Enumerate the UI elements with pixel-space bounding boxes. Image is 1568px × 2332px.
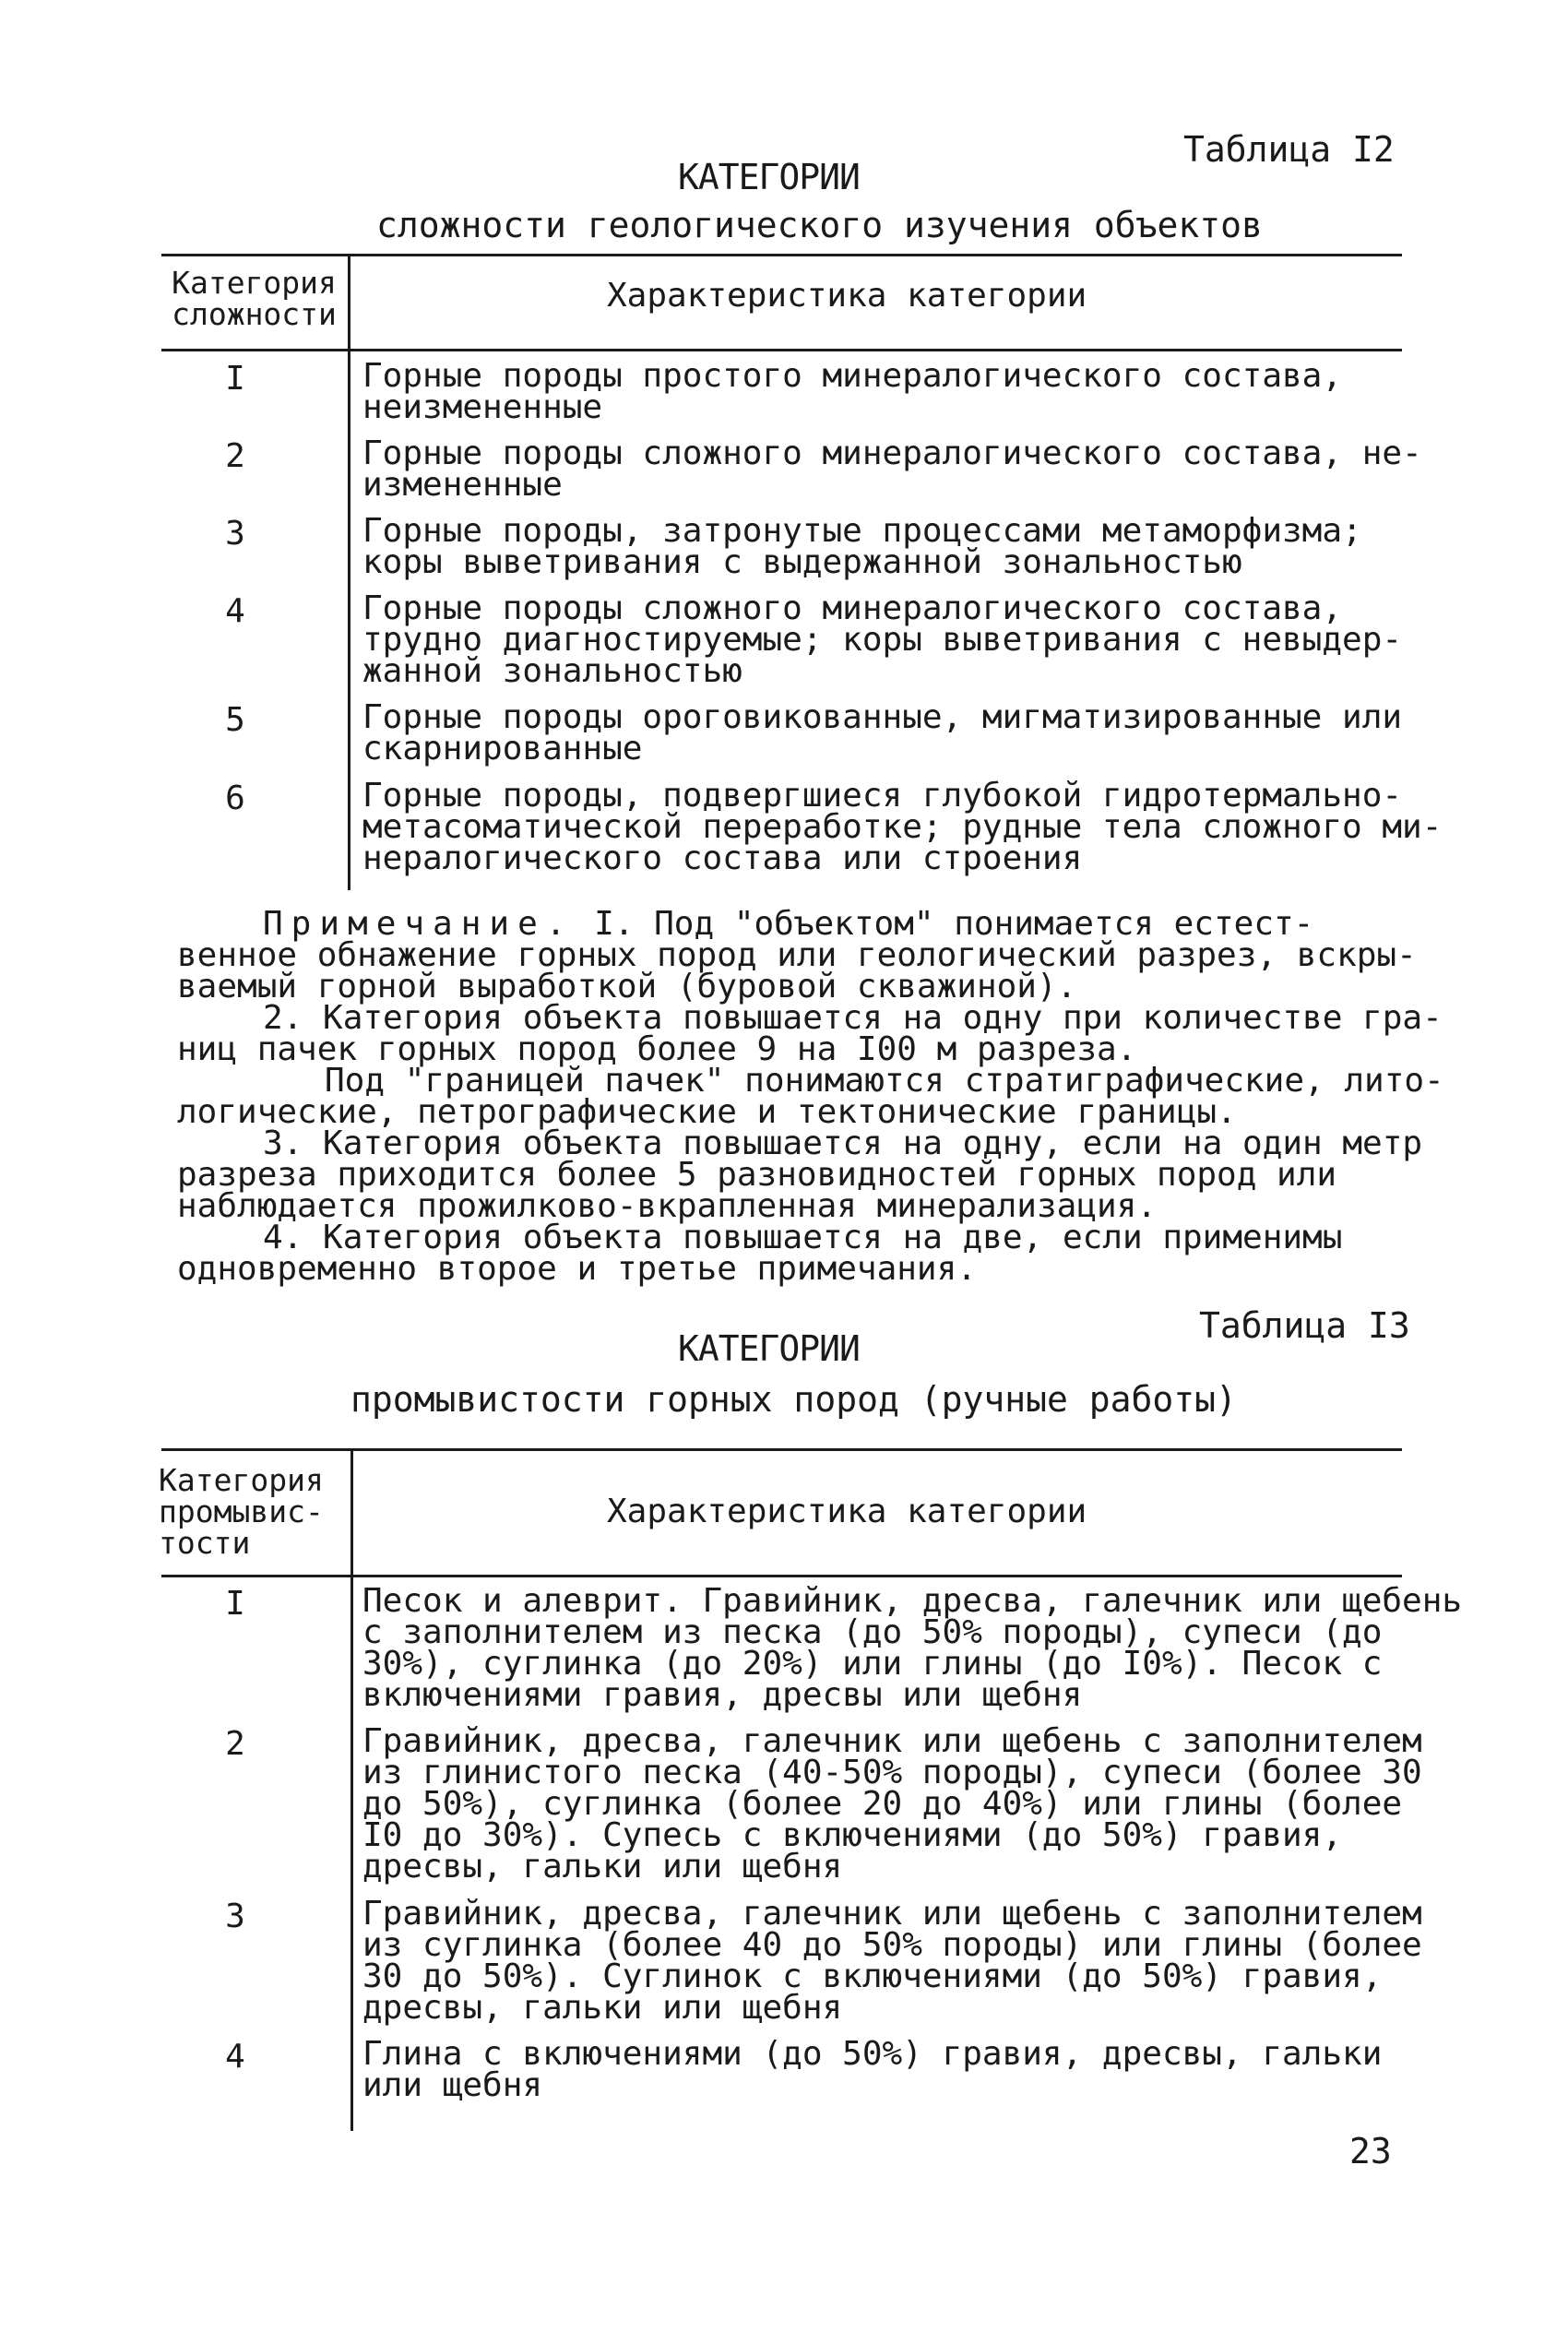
category-number: 2 <box>225 437 245 475</box>
category-description-line: Горные породы простого минералогического состава, <box>362 357 1343 395</box>
category-description-line: дресвы, гальки или щебня <box>362 1989 843 2027</box>
category-description-line: 30%), суглинка (до 20%) или глины (до I0%). Песок с <box>362 1645 1383 1683</box>
category-description-line: I0 до 30%). Супесь с включениями (до 50%) гравия, <box>362 1816 1343 1854</box>
category-number: 4 <box>225 2038 245 2076</box>
category-description-line: Горные породы сложного минералогического состава, <box>362 589 1343 627</box>
table-12-subheading: сложности геологического изучения объектов <box>376 205 1263 245</box>
category-description-line: из суглинка (более 40 до 50% породы) или глины (более <box>362 1926 1422 1964</box>
category-description-line: Песок и алеврит. Гравийник, дресва, галечник или щебень <box>362 1582 1463 1620</box>
category-description-line: коры выветривания с выдержанной зональностью <box>362 543 1242 581</box>
category-description-line: включениями гравия, дресвы или щебня <box>362 1676 1083 1714</box>
table-12-label: Таблица I2 <box>1183 129 1395 170</box>
category-description-line: жанной зональностью <box>362 652 742 690</box>
table-13-column-divider <box>350 1448 353 2131</box>
table-13-col1-header <box>159 1462 348 1561</box>
category-number: 3 <box>225 515 245 553</box>
table-13-label: Таблица I3 <box>1199 1305 1410 1346</box>
category-description-line: с заполнителем из песка (до 50% породы), супеси (до <box>362 1613 1383 1651</box>
table-12-col1-header-line: Категория <box>172 265 337 301</box>
category-description-line: Горные породы сложного минералогического состава, не- <box>362 434 1422 472</box>
category-description-line: Гравийник, дресва, галечник или щебень с заполнителем <box>362 1895 1422 1933</box>
category-description-line: Горные породы, подвергшиеся глубокой гидротермально- <box>362 777 1403 815</box>
category-description-line: скарнированные <box>362 730 643 767</box>
table-13-col2-header: Характеристика категории <box>607 1493 1087 1530</box>
note-2: 2. Категория объекта повышается на одну при количестве гра- <box>263 999 1443 1037</box>
note-line: одновременно второе и третье примечания. <box>177 1250 977 1288</box>
table-13-col1-header-line: Категория <box>159 1462 324 1498</box>
category-description-line: трудно диагностируемые; коры выветривания с невыдер- <box>362 621 1403 659</box>
category-description-line: Глина с включениями (до 50%) гравия, дресвы, гальки <box>362 2035 1383 2073</box>
category-description-line: измененные <box>362 466 563 504</box>
page-number: 23 <box>1349 2131 1392 2171</box>
note-line: наблюдается прожилково-вкрапленная минерализация. <box>177 1187 1158 1225</box>
note-line: ниц пачек горных пород более 9 на I00 м разреза. <box>177 1030 1137 1068</box>
category-description-line: до 50%), суглинка (более 20 до 40%) или глины (более <box>362 1785 1403 1823</box>
note-prefix: Примечание. <box>263 905 575 943</box>
table-12-col1-header <box>164 265 344 332</box>
category-description-line: метасоматической переработке; рудные тела сложного ми- <box>362 808 1443 846</box>
category-description-line: нералогического состава или строения <box>362 839 1083 877</box>
note-line: логические, петрографические и тектонические границы. <box>177 1093 1237 1131</box>
category-number: 2 <box>225 1725 245 1763</box>
category-description-line: Гравийник, дресва, галечник или щебень с заполнителем <box>362 1722 1422 1760</box>
table-12-heading: КАТЕГОРИИ <box>678 157 860 197</box>
category-description-line: из глинистого песка (40-50% породы), супеси (более 30 <box>362 1754 1422 1791</box>
note-2-sub: Под "границей пачек" понимаются стратиграфические, лито- <box>325 1062 1444 1100</box>
category-description-line: Горные породы, затронутые процессами метаморфизма; <box>362 512 1362 550</box>
table-12-col1-header-line: сложности <box>172 296 337 332</box>
category-description-line: или щебня <box>362 2066 543 2104</box>
note-4: 4. Категория объекта повышается на две, если применимы <box>263 1219 1343 1256</box>
note-3: 3. Категория объекта повышается на одну, если на один метр <box>263 1124 1423 1162</box>
category-description-line: Горные породы ороговикованные, мигматизированные или <box>362 698 1403 736</box>
category-description-line: дресвы, гальки или щебня <box>362 1848 843 1886</box>
table-13-heading: КАТЕГОРИИ <box>678 1328 860 1369</box>
category-number: 4 <box>225 592 245 630</box>
table-13-header-rule <box>161 1575 1402 1577</box>
note-line: ваемый горной выработкой (буровой скважиной). <box>177 968 1077 1005</box>
note-line: разреза приходится более 5 разновидностей горных пород или <box>177 1156 1337 1194</box>
note-line: I. Под "объектом" понимается естест- <box>574 905 1314 943</box>
category-number: I <box>225 360 245 398</box>
table-13-subheading: промывистости горных пород (ручные работы) <box>350 1379 1237 1420</box>
category-description-line: неизмененные <box>362 388 603 426</box>
table-12-col2-header: Характеристика категории <box>607 277 1087 315</box>
table-13-col1-header-line: промывис- <box>159 1493 324 1529</box>
table-13-top-rule <box>161 1448 1402 1451</box>
table-13-col1-header-line: тости <box>159 1525 251 1561</box>
category-number: I <box>225 1585 245 1623</box>
category-number: 5 <box>225 701 245 739</box>
table-12-column-divider <box>348 254 350 890</box>
note-1 <box>263 905 1554 943</box>
category-description-line: 30 до 50%). Суглинок с включениями (до 50%) гравия, <box>362 1957 1383 1995</box>
note-line: венное обнажение горных пород или геологический разрез, вскры- <box>177 936 1417 974</box>
category-number: 6 <box>225 779 245 817</box>
category-number: 3 <box>225 1898 245 1935</box>
